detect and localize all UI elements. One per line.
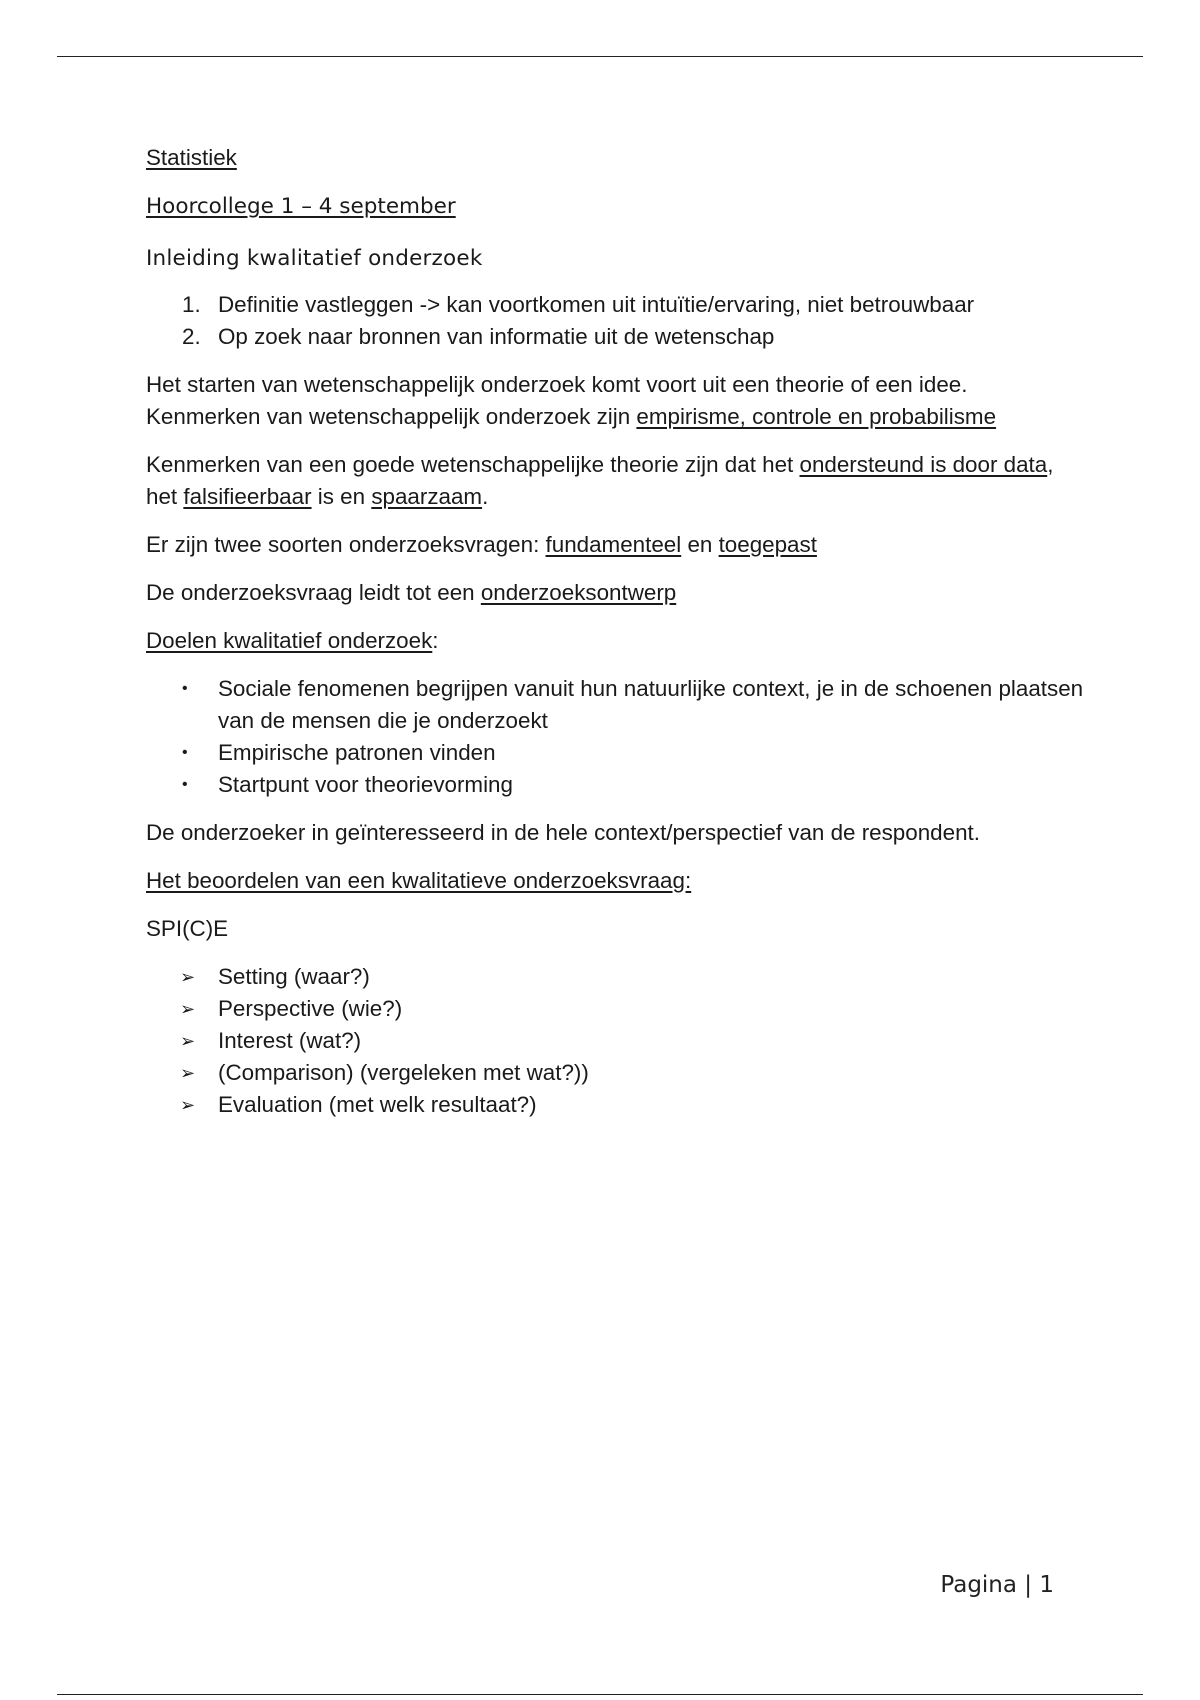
page-number: Pagina | 1 <box>940 1572 1054 1598</box>
document-title: Statistiek <box>146 145 237 170</box>
goals-heading: Doelen kwalitatief onderzoek: <box>146 628 439 653</box>
list-item: 1. Definitie vastleggen -> kan voortkomen uit intuïtie/ervaring, niet betrouwbaar <box>182 292 975 317</box>
lecture-subtitle: Hoorcollege 1 – 4 september <box>146 194 456 219</box>
list-item: 2. Op zoek naar bronnen van informatie uit de wetenschap <box>182 324 775 349</box>
bullet-icon: • <box>182 776 188 793</box>
header-rule <box>57 56 1143 57</box>
goals-list <box>146 673 1086 801</box>
list-item: • Startpunt voor theorievorming <box>146 769 1086 801</box>
intro-heading: Inleiding kwalitatief onderzoek <box>146 246 483 271</box>
list-item: ➢ Evaluation (met welk resultaat?) <box>146 1089 1086 1121</box>
spice-label: SPI(C)E <box>146 916 229 941</box>
steps-list <box>146 289 1086 353</box>
list-item: ➢ Setting (waar?) <box>146 961 1086 993</box>
paragraph-theory: Kenmerken van een goede wetenschappelijke theorie zijn dat het ondersteund is door data, het falsifieerbaar is en spaarzaam. <box>146 452 1054 509</box>
assess-heading: Het beoordelen van een kwalitatieve onderzoeksvraag: <box>146 868 692 893</box>
paragraph-design: De onderzoeksvraag leidt tot een onderzoeksontwerp <box>146 580 677 605</box>
arrow-bullet-icon: ➢ <box>180 999 196 1019</box>
arrow-bullet-icon: ➢ <box>180 1095 196 1115</box>
arrow-bullet-icon: ➢ <box>180 967 196 987</box>
list-item: • Empirische patronen vinden <box>146 737 1086 769</box>
document-body <box>146 142 1086 1137</box>
list-item: ➢ (Comparison) (vergeleken met wat?)) <box>146 1057 1086 1089</box>
footer-rule <box>57 1694 1143 1695</box>
arrow-bullet-icon: ➢ <box>180 1063 196 1083</box>
list-item: ➢ Perspective (wie?) <box>146 993 1086 1025</box>
list-item: • Sociale fenomenen begrijpen vanuit hun natuurlijke context, je in de schoenen plaatsen van de mensen die je onderzoekt <box>146 673 1086 737</box>
bullet-icon: • <box>182 680 188 697</box>
bullet-icon: • <box>182 744 188 761</box>
paragraph-context: De onderzoeker in geïnteresseerd in de hele context/perspectief van de respondent. <box>146 820 980 845</box>
paragraph-question-types: Er zijn twee soorten onderzoeksvragen: fundamenteel en toegepast <box>146 532 817 557</box>
arrow-bullet-icon: ➢ <box>180 1031 196 1051</box>
spice-list <box>146 961 1086 1121</box>
paragraph-research: Het starten van wetenschappelijk onderzoek komt voort uit een theorie of een idee. Kenmerken van wetenschappelijk onderzoek zijn empirisme, controle en probabilisme <box>146 372 997 429</box>
list-item: ➢ Interest (wat?) <box>146 1025 1086 1057</box>
